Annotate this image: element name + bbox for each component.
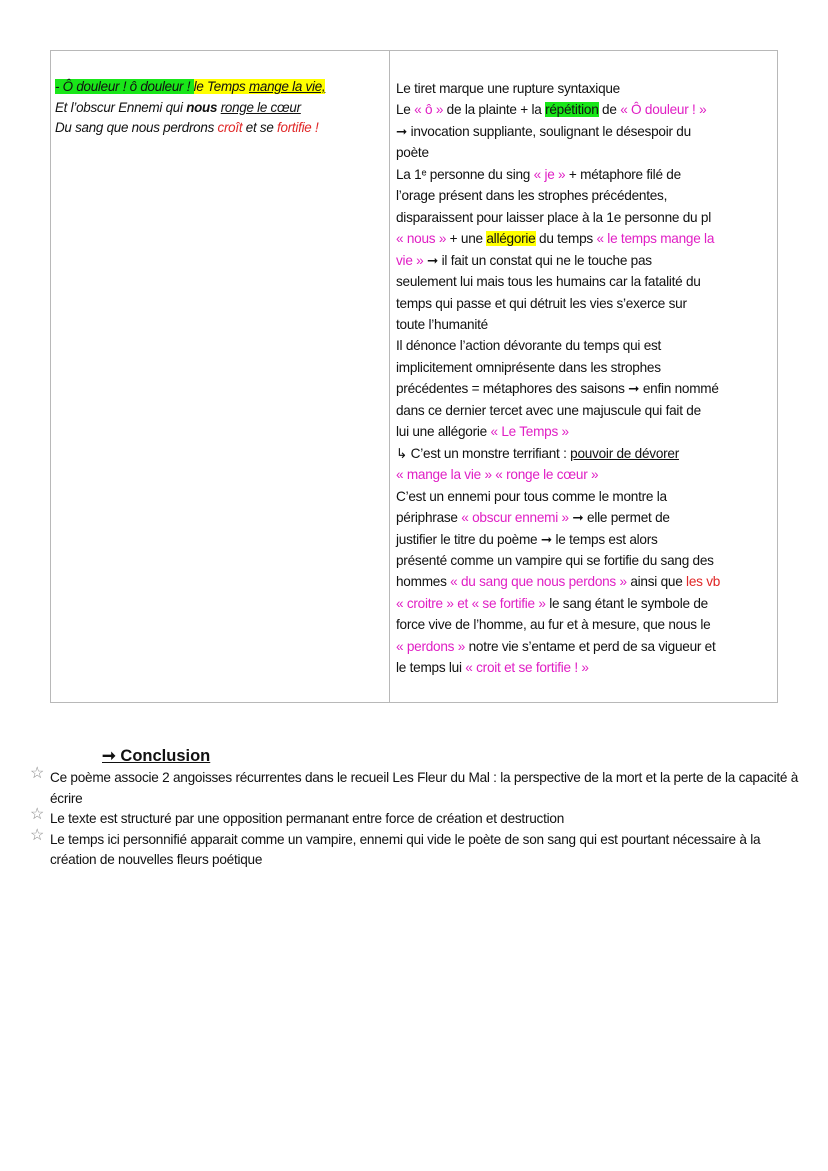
styled-text-segment: « nous »	[396, 231, 447, 247]
text-line	[396, 78, 777, 99]
text-line	[396, 507, 777, 528]
text-line	[396, 121, 777, 142]
text-line	[396, 614, 777, 635]
text-segment: le temps lui	[396, 660, 466, 676]
styled-text-segment: « perdons »	[396, 638, 466, 654]
analysis-table	[50, 50, 778, 703]
text-line	[396, 529, 777, 550]
text-segment: Le	[396, 102, 415, 118]
text-line	[396, 593, 777, 614]
styled-text-segment: « obscur ennemi »	[461, 510, 569, 526]
styled-text-segment: « croit et se fortifie ! »	[465, 660, 589, 676]
text-segment: l’orage présent dans les strophes précédentes,	[396, 188, 668, 204]
styled-text-segment: pouvoir de dévorer	[570, 445, 679, 461]
text-line	[396, 464, 777, 485]
text-segment: toute l’humanité	[396, 316, 488, 332]
styled-text-segment: « ô »	[414, 102, 444, 118]
styled-text-segment: - Ô douleur ! ô douleur !	[55, 79, 194, 94]
text-line	[396, 421, 777, 442]
text-line	[55, 118, 389, 139]
text-segment: de la plainte + la	[443, 102, 546, 118]
text-line	[396, 636, 777, 657]
conclusion-heading: ➞ Conclusion	[102, 747, 211, 765]
text-segment: périphrase	[396, 510, 462, 526]
text-line	[396, 228, 777, 249]
poem-excerpt-cell	[51, 51, 390, 702]
text-segment: La 1ᵉ personne du sing	[396, 166, 534, 182]
text-segment: implicitement omniprésente dans les strophes	[396, 359, 661, 375]
text-segment: précédentes = métaphores des saisons ➞ enfin nommé	[396, 381, 719, 397]
text-line	[396, 486, 777, 507]
styled-text-segment: ronge le cœur	[220, 99, 301, 115]
text-segment: ➞ invocation suppliante, soulignant le désespoir du	[396, 123, 691, 139]
text-segment: Et l’obscur Ennemi qui	[55, 99, 187, 115]
text-segment: seulement lui mais tous les humains car la fatalité du	[396, 274, 701, 290]
styled-text-segment: « mange la vie » « ronge le cœur »	[396, 467, 599, 483]
text-segment: lui une allégorie	[396, 424, 491, 440]
text-segment: + une	[446, 231, 487, 247]
text-line	[396, 571, 777, 592]
conclusion-bullet	[30, 765, 810, 809]
text-segment: disparaissent pour laisser place à la 1e personne du pl	[396, 209, 711, 225]
text-segment: de	[598, 102, 621, 118]
styled-text-segment: « Le Temps »	[490, 424, 569, 440]
analysis-cell	[390, 51, 777, 702]
styled-text-segment: « croitre » et « se fortifie »	[396, 595, 546, 611]
text-line	[396, 550, 777, 571]
text-segment: du temps	[535, 231, 597, 247]
styled-text-segment: « Ô douleur ! »	[620, 102, 707, 118]
text-segment: ainsi que	[626, 574, 687, 590]
styled-text-segment: mange la vie,	[248, 79, 326, 94]
conclusion-list	[30, 765, 810, 871]
text-line	[396, 250, 777, 271]
text-segment: force vive de l’homme, au fur et à mesure, que nous le	[396, 617, 711, 633]
text-line	[396, 164, 777, 185]
text-segment: présenté comme un vampire qui se fortifie du sang des	[396, 552, 714, 568]
text-segment: Du sang que nous perdrons	[55, 120, 218, 135]
text-line	[396, 335, 777, 356]
bullet-text: Le temps ici personnifié apparait comme un vampire, ennemi qui vide le poète de son sang qui est pourtant nécessaire à la création de nouvelles fleurs poétique	[50, 831, 761, 867]
styled-text-segment: fortifie !	[277, 120, 319, 135]
text-segment: dans ce dernier tercet avec une majuscule qui fait de	[396, 402, 701, 418]
bullet-text: Le texte est structuré par une opposition permanant entre force de création et destruction	[50, 811, 565, 826]
styled-text-segment: le Temps	[193, 79, 249, 94]
text-line	[396, 207, 777, 228]
text-line	[396, 357, 777, 378]
styled-text-segment: répétition	[545, 102, 599, 118]
text-line	[396, 400, 777, 421]
styled-text-segment: les vb	[686, 574, 721, 590]
text-line	[396, 378, 777, 399]
conclusion-bullet	[30, 826, 810, 871]
text-segment: hommes	[396, 574, 451, 590]
text-segment: Le tiret marque une rupture syntaxique	[396, 81, 620, 96]
text-line	[396, 99, 777, 120]
text-segment: justifier le titre du poème ➞ le temps est alors	[396, 531, 658, 547]
text-segment: temps qui passe et qui détruit les vies s’exerce sur	[396, 295, 687, 311]
text-line	[55, 98, 389, 119]
text-line	[396, 314, 777, 335]
text-segment: C’est un ennemi pour tous comme le montre la	[396, 488, 667, 504]
text-segment: Il dénonce l’action dévorante du temps qui est	[396, 338, 662, 354]
star-outline-icon: ☆	[30, 826, 45, 844]
styled-text-segment: vie »	[396, 252, 424, 268]
text-line	[396, 142, 777, 163]
styled-text-segment: « le temps mange la	[596, 231, 715, 247]
text-segment: et se	[242, 120, 278, 135]
text-line	[396, 657, 777, 678]
text-line	[55, 77, 389, 98]
text-segment: poète	[396, 145, 429, 161]
text-segment: + métaphore filé de	[565, 166, 681, 182]
bullet-text: Ce poème associe 2 angoisses récurrentes dans le recueil Les Fleur du Mal : la perspective de la mort et la perte de la capacité à écrire	[50, 770, 799, 806]
star-outline-icon: ☆	[30, 765, 45, 782]
text-segment: ↳ C’est un monstre terrifiant :	[396, 445, 571, 461]
star-outline-icon: ☆	[30, 806, 45, 823]
styled-text-segment: allégorie	[486, 231, 536, 247]
text-line	[396, 443, 777, 464]
conclusion-bullet	[30, 806, 810, 830]
text-line	[396, 271, 777, 292]
styled-text-segment: croît	[217, 120, 243, 135]
text-segment: notre vie s’entame et perd de sa vigueur et	[465, 638, 716, 654]
text-line	[396, 293, 777, 314]
styled-text-segment: « du sang que nous perdons »	[450, 574, 627, 590]
text-segment: le sang étant le symbole de	[545, 595, 708, 611]
styled-text-segment: « je »	[533, 166, 566, 182]
text-line	[396, 185, 777, 206]
styled-text-segment: nous	[186, 99, 218, 115]
text-segment: ➞ il fait un constat qui ne le touche pas	[423, 252, 652, 268]
text-segment: ➞ elle permet de	[568, 510, 670, 526]
